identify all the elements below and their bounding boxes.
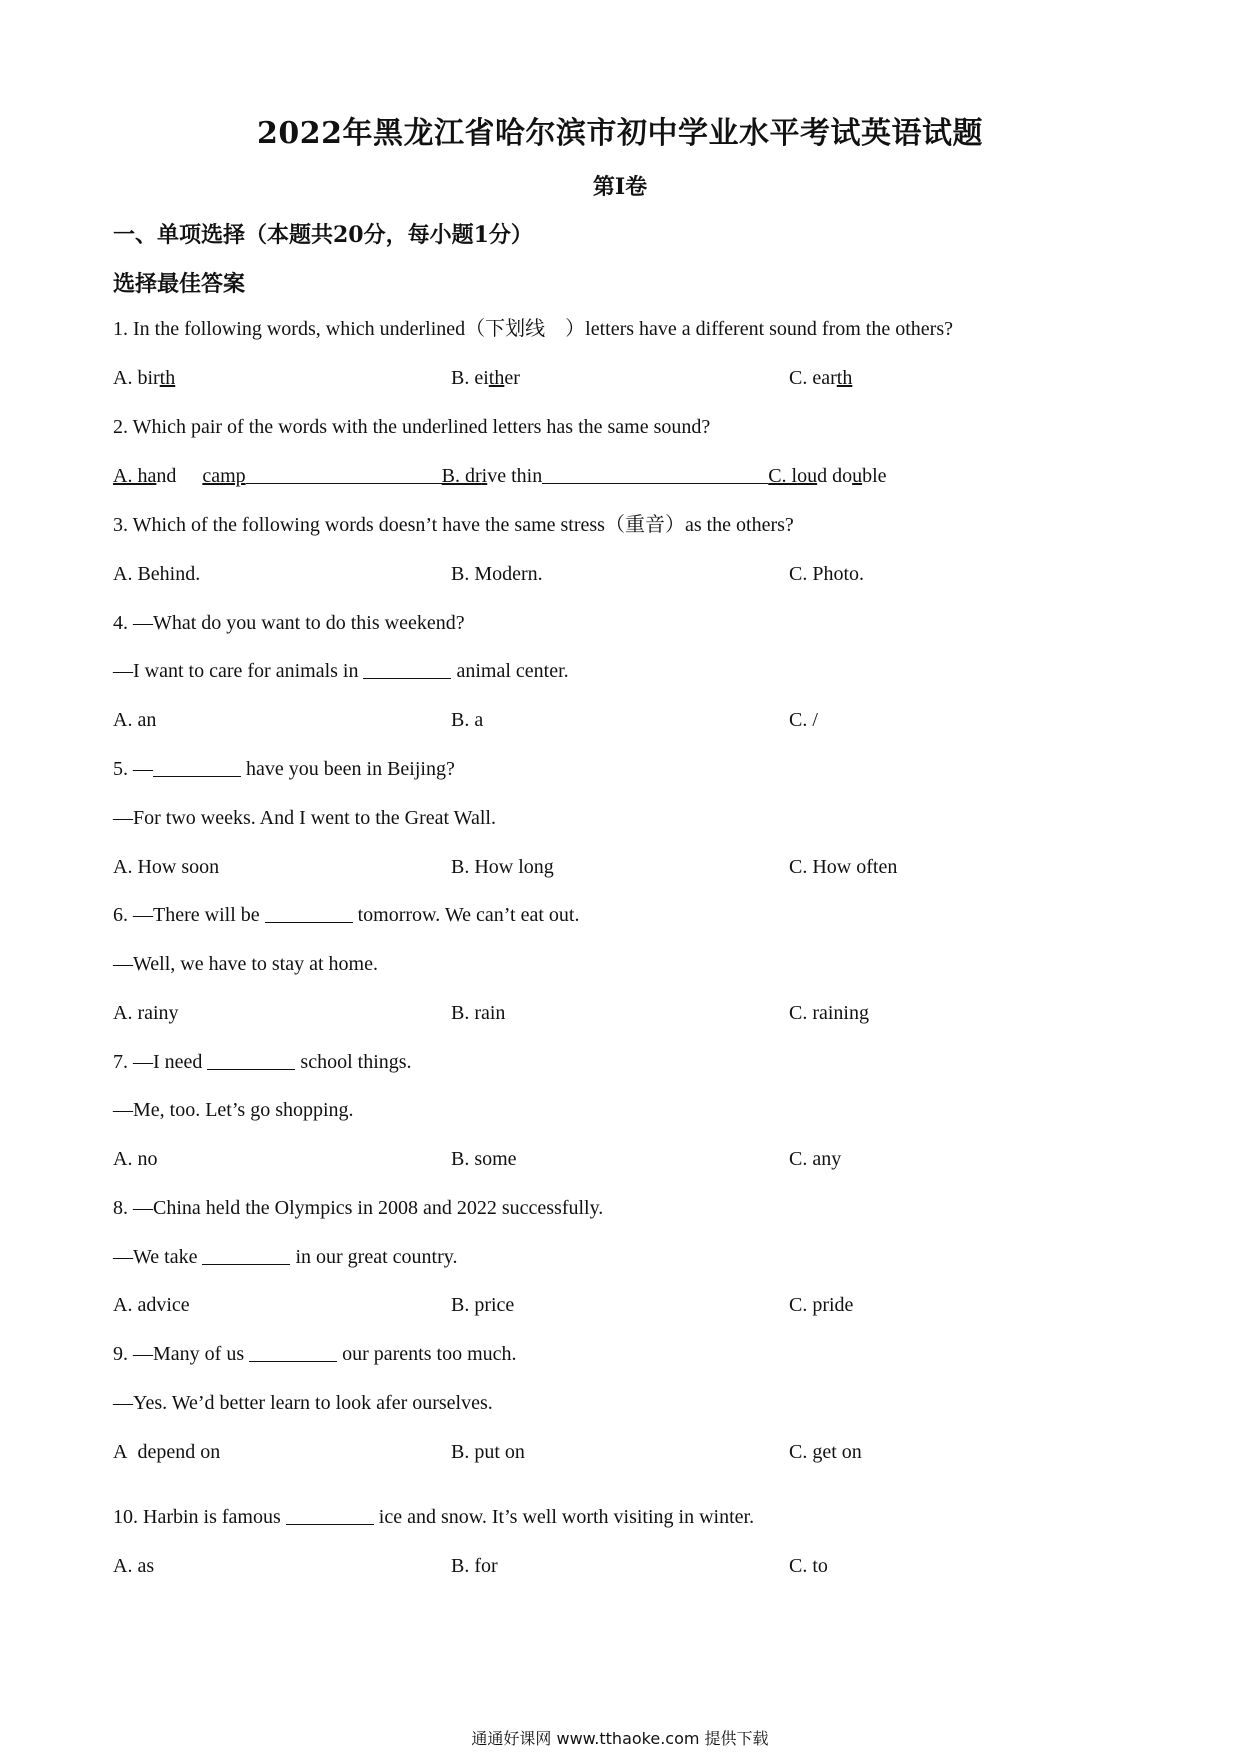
question-1-option-c: C. earth — [789, 367, 853, 389]
section-heading: 一、单项选择（本题共20分，每小题1分） — [113, 222, 533, 248]
question-9-option-a: A depend on — [113, 1441, 221, 1463]
question-8-option-b: B. price — [451, 1294, 515, 1316]
question-9-line-2: —Yes. We’d better learn to look afer ourselves. — [113, 1392, 493, 1414]
question-8-stem: 8. —China held the Olympics in 2008 and 2022 successfully. — [113, 1197, 604, 1219]
question-5-option-a: A. How soon — [113, 856, 220, 878]
question-5-line-2: —For two weeks. And I went to the Great Wall. — [113, 807, 496, 829]
question-9-option-c: C. get on — [789, 1441, 862, 1463]
question-7-option-c: C. any — [789, 1148, 842, 1170]
question-7-option-b: B. some — [451, 1148, 517, 1170]
question-4-option-c: C. / — [789, 709, 818, 731]
question-3-option-b: B. Modern. — [451, 563, 543, 585]
question-7-stem: 7. —I need school things. — [113, 1051, 412, 1073]
question-1-stem: 1. In the following words, which underlined（下划线 ）letters have a different sound from the others? — [113, 318, 953, 340]
question-4-line-2: —I want to care for animals in animal center. — [113, 660, 569, 682]
question-8-option-a: A. advice — [113, 1294, 190, 1316]
question-10-stem: 10. Harbin is famous ice and snow. It’s well worth visiting in winter. — [113, 1506, 755, 1528]
question-9-stem: 9. —Many of us our parents too much. — [113, 1343, 517, 1365]
question-9-option-b: B. put on — [451, 1441, 525, 1463]
question-4-option-b: B. a — [451, 709, 484, 731]
question-6-option-a: A. rainy — [113, 1002, 179, 1024]
question-10-option-b: B. for — [451, 1555, 498, 1577]
question-2-options: A. hand camp B. drive thin C. loud double — [113, 465, 887, 487]
question-6-stem: 6. —There will be tomorrow. We can’t eat out. — [113, 904, 580, 926]
question-6-option-c: C. raining — [789, 1002, 869, 1024]
question-5-option-c: C. How often — [789, 856, 898, 878]
question-7-option-a: A. no — [113, 1148, 158, 1170]
question-4-option-a: A. an — [113, 709, 157, 731]
question-6-option-b: B. rain — [451, 1002, 506, 1024]
question-3-stem: 3. Which of the following words doesn’t have the same stress（重音）as the others? — [113, 514, 794, 536]
question-8-option-c: C. pride — [789, 1294, 854, 1316]
question-1-option-b: B. either — [451, 367, 520, 389]
footer-watermark: 通通好课网 www.tthaoke.com 提供下载 — [471, 1729, 769, 1748]
page-title: 2022年黑龙江省哈尔滨市初中学业水平考试英语试题 — [257, 116, 983, 151]
question-2-stem: 2. Which pair of the words with the underlined letters has the same sound? — [113, 416, 711, 438]
question-5-option-b: B. How long — [451, 856, 554, 878]
question-10-option-c: C. to — [789, 1555, 828, 1577]
question-4-stem: 4. —What do you want to do this weekend? — [113, 612, 465, 634]
question-7-line-2: —Me, too. Let’s go shopping. — [113, 1099, 354, 1121]
question-8-line-2: —We take in our great country. — [113, 1246, 458, 1268]
instruction: 选择最佳答案 — [113, 271, 246, 297]
question-3-option-c: C. Photo. — [789, 563, 865, 585]
question-5-stem: 5. — have you been in Beijing? — [113, 758, 455, 780]
question-1-option-a: A. birth — [113, 367, 176, 389]
paper-part-label: 第I卷 — [592, 174, 648, 200]
question-3-option-a: A. Behind. — [113, 563, 201, 585]
question-10-option-a: A. as — [113, 1555, 155, 1577]
question-6-line-2: —Well, we have to stay at home. — [113, 953, 378, 975]
